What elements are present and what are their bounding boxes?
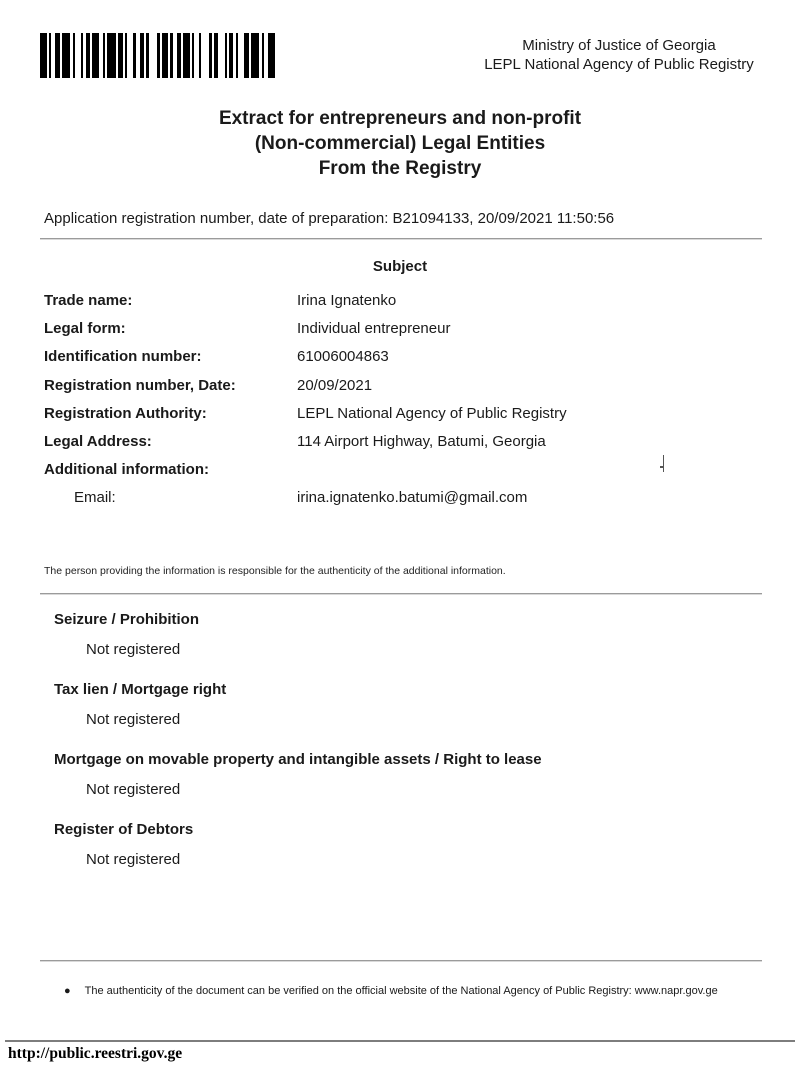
title-line-2: (Non-commercial) Legal Entities (254, 133, 546, 154)
field-label-email: Email: (74, 489, 116, 507)
subject-heading: Subject (372, 258, 428, 275)
field-value-trade-name: Irina Ignatenko (297, 292, 397, 309)
agency-line-1: Ministry of Justice of Georgia (522, 37, 716, 54)
agency-line-2: LEPL National Agency of Public Registry (484, 56, 754, 73)
field-value-email: irina.ignatenko.batumi@gmail.com (297, 489, 528, 507)
stray-caret-mark (663, 455, 664, 472)
section-heading: Register of Debtors (54, 821, 194, 838)
print-footer-url: http://public.reestri.gov.ge (8, 1045, 183, 1062)
barcode-image (40, 33, 275, 78)
section-movable-property-mortgage (54, 750, 760, 800)
title-line-3: From the Registry (318, 158, 482, 179)
divider (40, 238, 762, 240)
verification-note (64, 984, 756, 998)
print-footer-divider (5, 1040, 795, 1042)
section-status: Not registered (86, 711, 181, 728)
section-heading: Mortgage on movable property and intangible assets / Right to lease (54, 751, 542, 768)
section-seizure-prohibition (54, 610, 760, 660)
field-label-registration-number-date: Registration number, Date: (44, 376, 236, 394)
field-value-registration-authority: LEPL National Agency of Public Registry (297, 404, 567, 422)
section-status: Not registered (86, 851, 181, 868)
field-label-legal-address: Legal Address: (44, 432, 152, 450)
document-title (0, 106, 800, 181)
divider (40, 960, 762, 962)
issuing-agency (463, 36, 775, 74)
section-register-of-debtors (54, 820, 760, 870)
field-value-identification-number: 61006004863 (297, 348, 389, 366)
field-value-legal-form: Individual entrepreneur (297, 320, 451, 338)
encumbrance-sections (54, 610, 760, 890)
bullet-dot: ● (64, 985, 71, 997)
section-tax-lien-mortgage (54, 680, 760, 730)
verification-note-text: The authenticity of the document can be verified on the official website of the National Agency of Public Registry: www.napr.gov.ge (84, 985, 718, 997)
field-value-additional-information (297, 461, 760, 489)
application-registration-line: Application registration number, date of preparation: B21094133, 20/09/2021 11:50:56 (44, 210, 615, 227)
subject-fields (44, 292, 760, 518)
field-label-legal-form: Legal form: (44, 320, 126, 338)
field-value-registration-number-date: 20/09/2021 (297, 376, 373, 394)
divider (40, 593, 762, 595)
field-label-trade-name: Trade name: (44, 292, 133, 309)
field-label-additional-information: Additional information: (44, 461, 209, 479)
additional-info-disclaimer: The person providing the information is responsible for the authenticity of the additional information. (44, 565, 506, 577)
field-label-identification-number: Identification number: (44, 348, 202, 366)
field-value-legal-address: 114 Airport Highway, Batumi, Georgia (297, 432, 546, 450)
section-status: Not registered (86, 641, 181, 658)
section-heading: Tax lien / Mortgage right (54, 681, 227, 698)
section-heading: Seizure / Prohibition (54, 611, 200, 628)
title-line-1: Extract for entrepreneurs and non-profit (218, 108, 582, 129)
section-status: Not registered (86, 781, 181, 798)
field-label-registration-authority: Registration Authority: (44, 404, 207, 422)
